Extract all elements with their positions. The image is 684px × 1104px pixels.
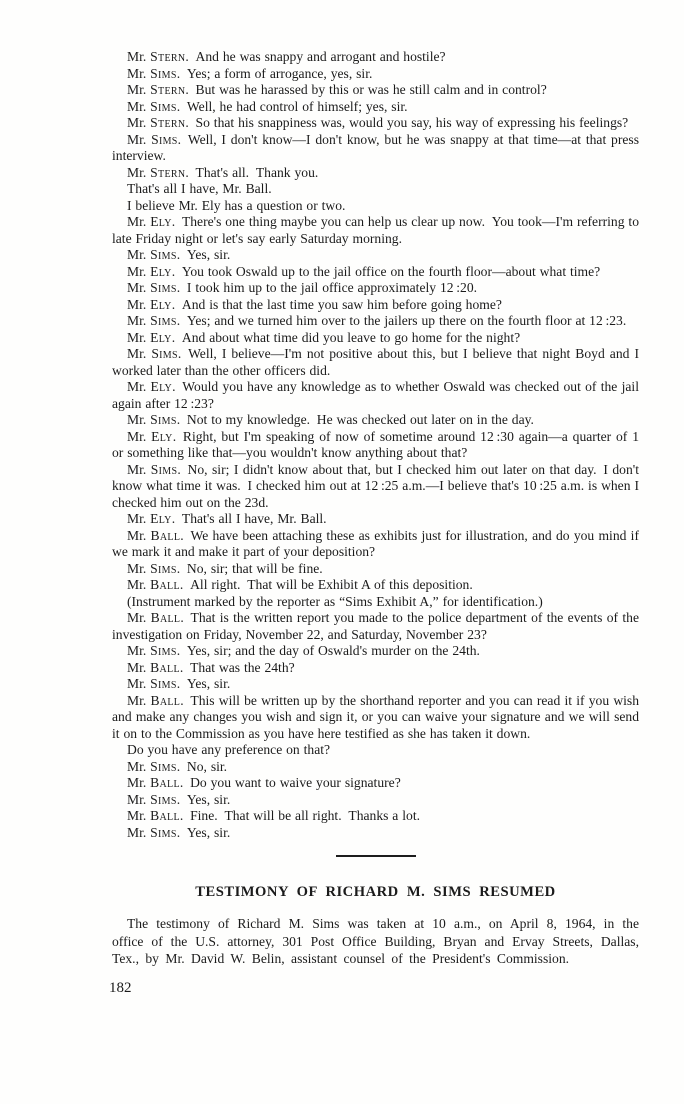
dialogue-paragraph: Mr. Stern. And he was snappy and arrogant and hostile? [127,49,446,64]
speaker-name: Ball [150,527,181,543]
speaker-name: Ball [150,577,180,592]
speaker-name: Ball [150,610,181,625]
speaker-name: Sims [151,346,178,361]
dialogue-paragraph: Mr. Sims. No, sir; I didn't know about that, but I checked him out later on that day. I don't know what time it was. I checked him out at 12 :25 a.m.—I believe that's 10 :25 a.m. is when I checked him out on the 23d. [112,461,639,510]
speaker-name: Sims [150,98,177,114]
speaker-name: Sims [150,643,177,658]
section-intro-paragraph: The testimony of Richard M. Sims was taken at 10 a.m., on April 8, 1964, in the office of the U.S. attorney, 301 Post Office Building, Bryan and Ervay Streets, Dallas, Tex., by Mr. David W. Belin, assistant counsel of the President's Commission. [112,916,639,967]
dialogue-paragraph: Mr. Sims. I took him up to the jail office approximately 12 :20. [127,280,478,295]
dialogue-paragraph: Mr. Ball. That is the written report you made to the police department of the events of the investigation on Friday, November 22, and Saturday, November 23? [112,610,639,642]
dialogue-paragraph: Mr. Sims. Yes, sir; and the day of Oswald's murder on the 24th. [127,643,480,658]
speaker-name: Ely [150,379,173,394]
speaker-name: Ely [150,263,172,279]
dialogue-paragraph: Mr. Ely. That's all I have, Mr. Ball. [127,511,327,526]
speaker-name: Ely [150,329,172,345]
dialogue-paragraph: Mr. Ely. Right, but I'm speaking of now of sometime around 12 :30 again—a quarter of 1 or something like that—you wouldn't know anything about that? [112,428,639,460]
speaker-name: Ely [150,296,172,312]
dialogue-paragraph: Mr. Sims. Yes, sir. [127,676,231,691]
speaker-name: Ball [150,775,180,790]
dialogue-paragraph: That's all I have, Mr. Ball. [127,181,272,196]
dialogue-paragraph: Mr. Sims. Yes, sir. [127,824,231,840]
speaker-name: Sims [150,412,177,427]
speaker-name: Stern [150,49,186,64]
section-divider [336,855,416,857]
dialogue-paragraph: Mr. Sims. Yes; a form of arrogance, yes, sir. [127,65,373,81]
dialogue-paragraph: Mr. Ball. Fine. That will be all right. Thanks a lot. [127,808,420,823]
speaker-name: Sims [150,676,177,691]
dialogue-paragraph: Mr. Ely. And about what time did you leave to go home for the night? [127,329,521,345]
dialogue-paragraph: Mr. Sims. No, sir; that will be fine. [127,560,323,576]
dialogue-paragraph: (Instrument marked by the reporter as “Sims Exhibit A,” for identification.) [127,593,543,609]
dialogue-paragraph: I believe Mr. Ely has a question or two. [127,197,346,213]
speaker-name: Sims [150,560,177,576]
dialogue-paragraph: Mr. Sims. Yes; and we turned him over to the jailers up there on the fourth floor at 12 :23. [127,313,627,328]
speaker-name: Sims [150,758,177,774]
section-heading: TESTIMONY OF RICHARD M. SIMS RESUMED [195,884,556,900]
speaker-name: Ely [150,511,172,526]
speaker-name: Ball [150,808,180,823]
dialogue-paragraph: Mr. Ball. We have been attaching these as exhibits just for illustration, and do you mind if we mark it and make it part of your deposition? [112,527,639,559]
dialogue-paragraph: Mr. Ely. You took Oswald up to the jail office on the fourth floor—about what time? [127,263,601,279]
dialogue-paragraph: Mr. Sims. No, sir. [127,758,228,774]
speaker-name: Sims [150,791,177,807]
speaker-name: Sims [150,313,177,328]
dialogue-paragraph: Mr. Stern. But was he harassed by this or was he still calm and in control? [127,82,547,97]
dialogue-paragraph: Mr. Stern. That's all. Thank you. [127,164,319,180]
dialogue-paragraph: Mr. Sims. Well, I don't know—I don't know, but he was snappy at that time—at that press interview. [112,131,639,163]
dialogue-paragraph: Mr. Ball. All right. That will be Exhibit A of this deposition. [127,577,473,592]
speaker-name: Ely [150,214,172,229]
speaker-name: Sims [151,131,178,147]
dialogue-paragraph: Mr. Sims. Not to my knowledge. He was checked out later on in the day. [127,412,534,427]
speaker-name: Ely [151,428,173,444]
speaker-name: Sims [150,65,177,81]
dialogue-paragraph: Mr. Sims. Well, he had control of himself; yes, sir. [127,98,408,114]
dialogue-paragraph: Mr. Sims. Well, I believe—I'm not positive about this, but I believe that night Boyd and I worked later than the other officers did. [112,346,639,378]
speaker-name: Ball [150,659,180,675]
dialogue-paragraph: Mr. Sims. Yes, sir. [127,247,231,262]
dialogue-paragraph: Mr. Ely. There's one thing maybe you can help us clear up now. You took—I'm referring to late Friday night or let's say early Saturday morning. [112,214,639,246]
dialogue-paragraph: Mr. Ball. That was the 24th? [127,659,295,675]
dialogue-paragraph: Mr. Ball. Do you want to waive your signature? [127,775,401,790]
speaker-name: Stern [150,164,186,180]
testimony-transcript [109,49,639,997]
dialogue-paragraph: Mr. Ball. This will be written up by the shorthand reporter and you can read it if you wish and make any changes you wish and sign it, or you can waive your signature and we will send it on to the Commission as you have here testified as she has taken it down. [112,692,639,741]
speaker-name: Sims [150,247,177,262]
speaker-name: Sims [150,824,177,840]
dialogue-paragraph: Mr. Ely. And is that the last time you saw him before going home? [127,296,502,312]
dialogue-paragraph: Do you have any preference on that? [127,742,331,757]
dialogue-paragraph: Mr. Sims. Yes, sir. [127,791,231,807]
page-number: 182 [109,979,132,996]
speaker-name: Stern [150,82,186,97]
speaker-name: Ball [150,692,181,708]
speaker-name: Sims [150,280,177,295]
dialogue-paragraph: Mr. Ely. Would you have any knowledge as to whether Oswald was checked out of the jail again after 12 :23? [112,379,639,411]
speaker-name: Stern [150,115,186,130]
speaker-name: Sims [150,461,178,477]
dialogue [112,49,639,841]
dialogue-paragraph: Mr. Stern. So that his snappiness was, would you say, his way of expressing his feelings? [127,115,629,130]
